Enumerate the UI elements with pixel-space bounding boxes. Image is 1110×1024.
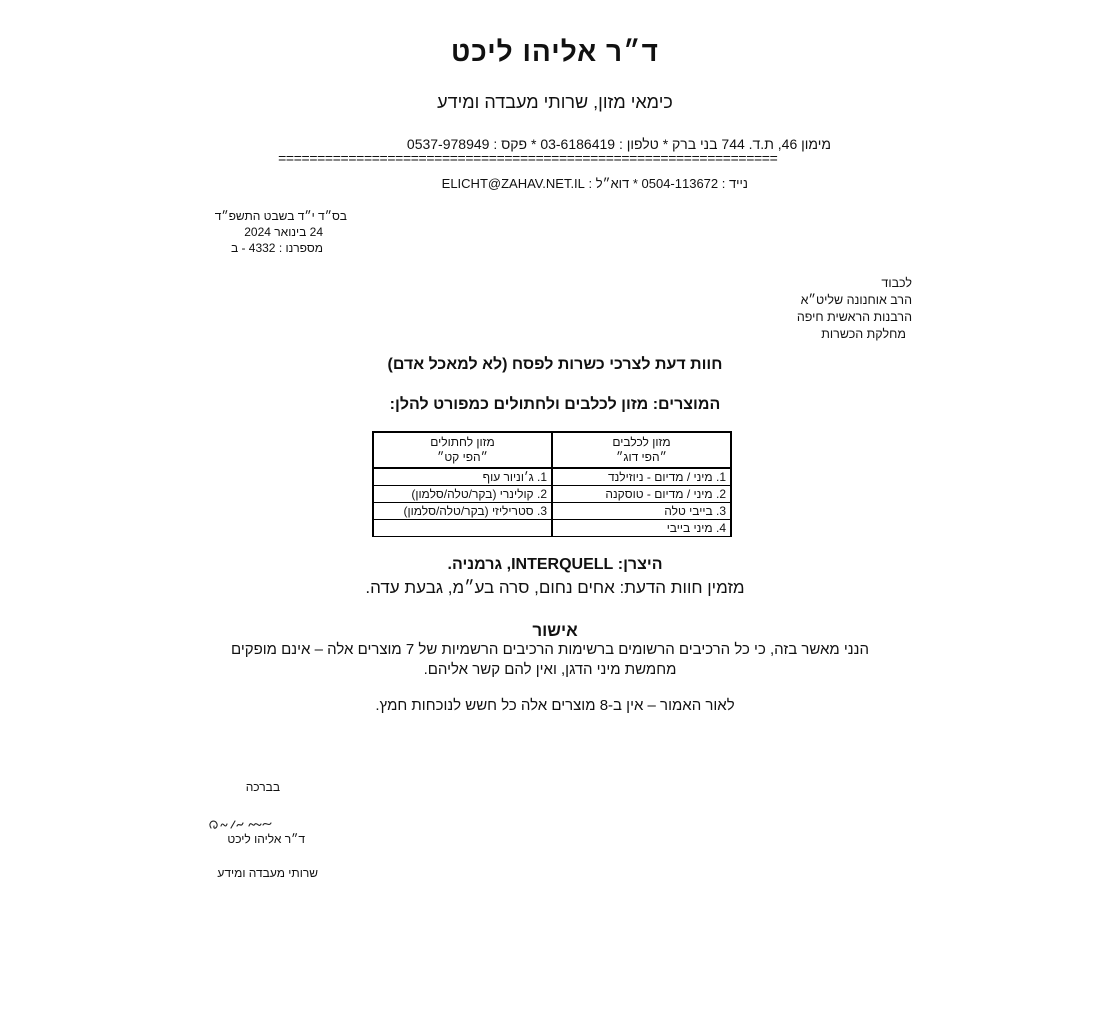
table-cell-dog: 2. מיני / מדיום - טוסקנה	[552, 486, 731, 503]
contact-line-2: נייד : 0504-113672 * דוא״ל : ELICHT@ZAHAV.NET.IL	[441, 176, 748, 191]
date-block	[192, 208, 347, 256]
table-cell-dog: 4. מיני בייבי	[552, 520, 731, 537]
table-cell-cat: 2. קולינרי (בקר/טלה/סלמון)	[373, 486, 552, 503]
recipient-block	[720, 275, 912, 343]
recipient-line-3: הרבנות הראשית חיפה	[796, 310, 912, 324]
signer-name: ד״ר אליהו ליכט	[227, 832, 305, 846]
table-cell-dog: 1. מיני / מדיום - ניוזילנד	[552, 468, 731, 486]
header-divider: ================================================================	[278, 153, 778, 167]
recipient-line-4: מחלקת הכשרות	[821, 327, 906, 341]
cat-column-title: מזון לחתולים	[430, 435, 495, 449]
opinion-title: חוות דעת לצרכי כשרות לפסח (לא למאכל אדם)	[387, 356, 723, 373]
manufacturer: היצרן: INTERQUELL, גרמניה.	[447, 556, 663, 573]
gregorian-date: 24 בינואר 2024	[244, 225, 323, 239]
hebrew-date: בס״ד י״ד בשבט התשפ״ד	[214, 209, 347, 223]
letterhead-title: ד״ר אליהו ליכט	[451, 36, 659, 67]
contact-line: מימון 46, ת.ד. 744 בני ברק * טלפון : 03-6186419 * פקס : 0537-978949	[406, 136, 831, 152]
dog-column-title: מזון לכלבים	[612, 435, 671, 449]
table-header-row	[373, 432, 731, 468]
table-header-dog	[552, 432, 731, 468]
opinion-inviter: מזמין חוות הדעת: אחים נחום, סרה בע״מ, גבעת עדה.	[365, 578, 745, 597]
table-row	[373, 503, 731, 520]
table-cell-cat: 3. סטריליזי (בקר/טלה/סלמון)	[373, 503, 552, 520]
products-title: המוצרים: מזון לכלבים ולחתולים כמפורט להלן:	[389, 396, 721, 413]
reference-number: מספרנו : 4332 - ב	[230, 241, 323, 255]
letterhead-subtitle: כימאי מזון, שרותי מעבדה ומידע	[437, 92, 673, 112]
table-cell-dog: 3. בייבי טלה	[552, 503, 731, 520]
approval-title: אישור	[532, 621, 578, 640]
table-cell-cat	[373, 520, 552, 537]
approval-text: הנני מאשר בזה, כי כל הרכיבים הרשומים ברשימות הרכיבים הרשמיות של 7 מוצרים אלה – אינם מופקים מחמשת מיני הדגן, ואין להם קשר אליהם.	[231, 641, 869, 678]
regards: בברכה	[245, 780, 280, 794]
table-row	[373, 520, 731, 537]
recipient-line-1: לכבוד	[881, 276, 912, 290]
table-row	[373, 486, 731, 503]
cat-column-brand: ״הפי קט״	[437, 450, 488, 464]
dog-column-brand: ״הפי דוג״	[616, 450, 667, 464]
table-header-cat	[373, 432, 552, 468]
table-cell-cat: 1. ג׳וניור עוף	[373, 468, 552, 486]
approval-conclusion: לאור האמור – אין ב-8 מוצרים אלה כל חשש לנוכחות חמץ.	[375, 697, 735, 714]
recipient-line-2: הרב אוחנונה שליט״א	[800, 293, 912, 307]
signer-service: שרותי מעבדה ומידע	[217, 866, 318, 880]
table-row	[373, 468, 731, 486]
products-table	[372, 431, 732, 537]
